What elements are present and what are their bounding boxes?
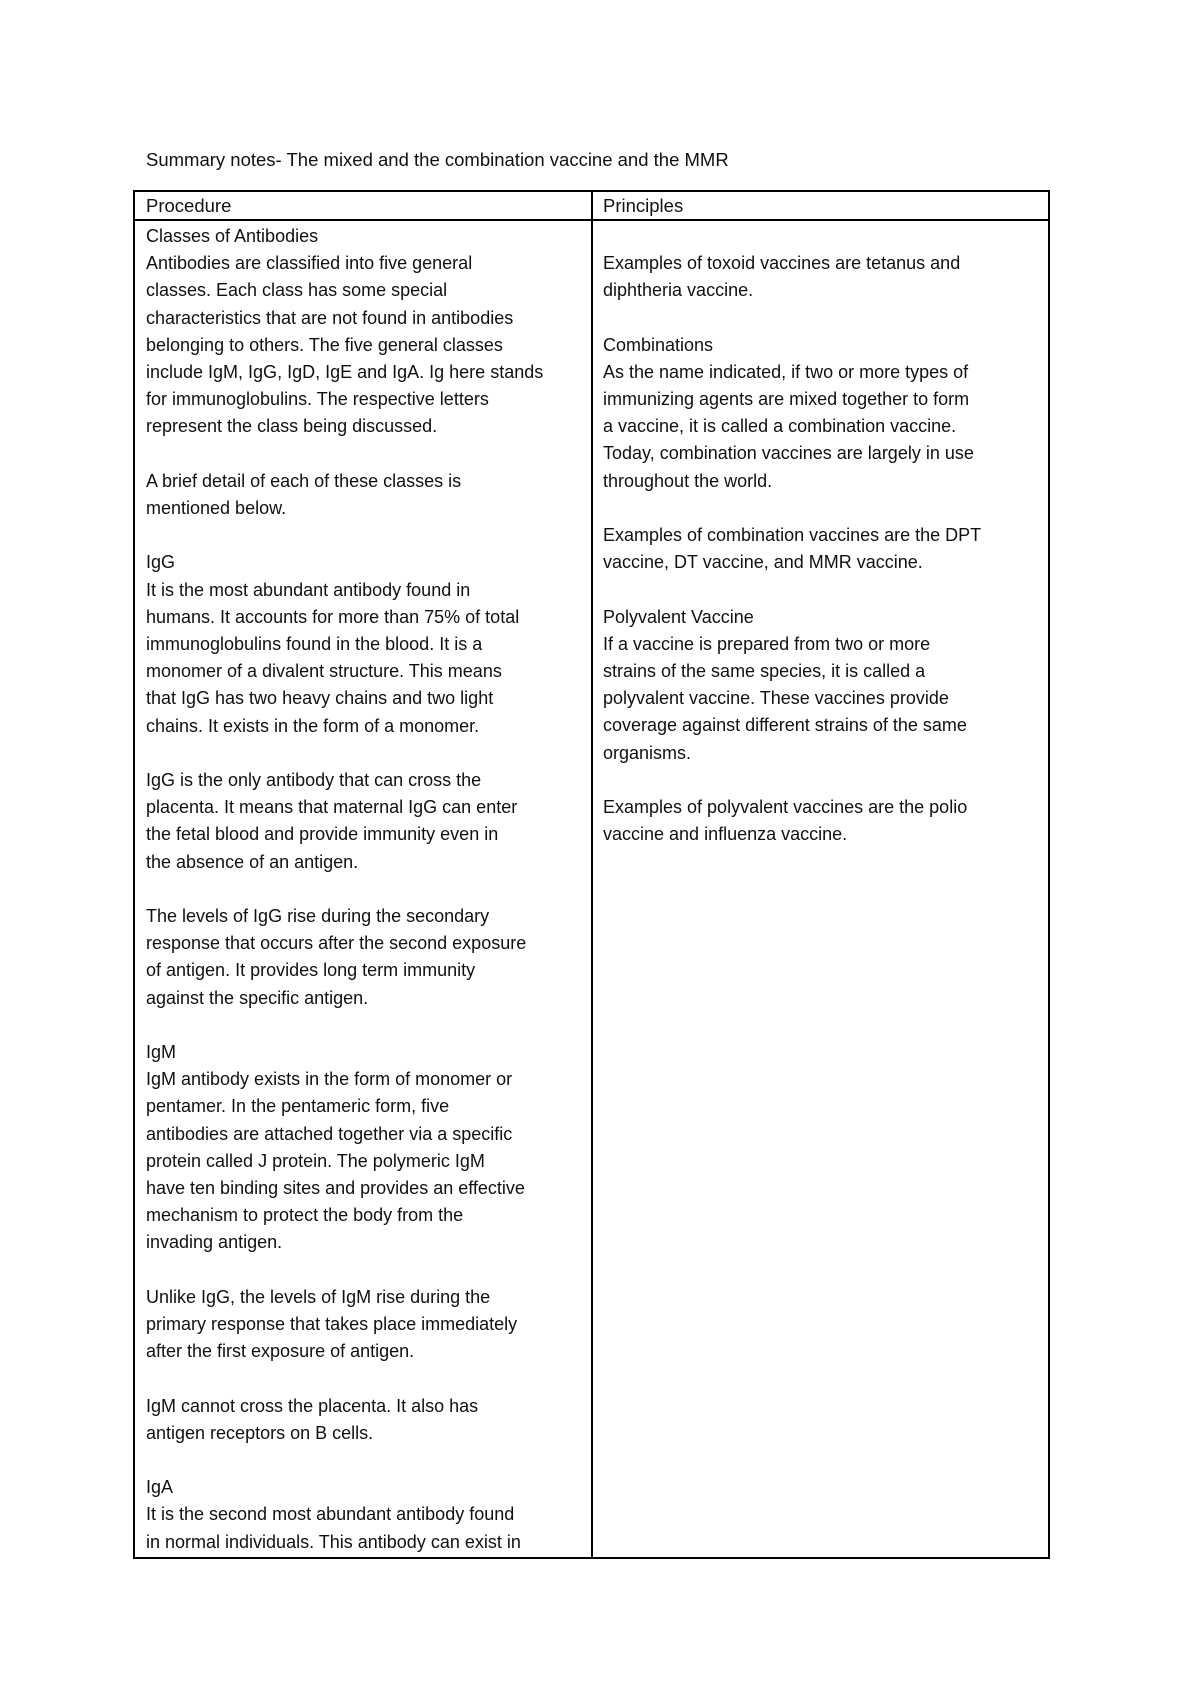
- procedure-paragraph: Antibodies are classified into five general classes. Each class has some special characteristics that are not found in antibodies belonging to others. The five general classes include IgM, IgG, IgD, IgE and IgA. Ig here stands for immunoglobulins. The respective letters represent the class being discussed.: [146, 253, 544, 437]
- procedure-paragraph: IgM cannot cross the placenta. It also has antigen receptors on B cells.: [146, 1395, 479, 1443]
- document-title: Summary notes- The mixed and the combination vaccine and the MMR: [146, 149, 729, 170]
- notes-table: [133, 190, 1050, 1559]
- principles-paragraph: Examples of combination vaccines are the DPT vaccine, DT vaccine, and MMR vaccine.: [603, 525, 982, 573]
- procedure-paragraph: IgG is the only antibody that can cross the placenta. It means that maternal IgG can enter the fetal blood and provide immunity even in the absence of an antigen.: [146, 770, 518, 872]
- procedure-paragraph: IgG It is the most abundant antibody found in humans. It accounts for more than 75% of total immunoglobulins found in the blood. It is a monomer of a divalent structure. This means that IgG has two heavy chains and two light chains. It exists in the form of a monomer.: [146, 552, 520, 736]
- principles-paragraph: Polyvalent Vaccine If a vaccine is prepared from two or more strains of the same species, it is called a polyvalent vaccine. These vaccines provide coverage against different strains of the same organisms.: [603, 606, 967, 763]
- principles-paragraph: Examples of polyvalent vaccines are the polio vaccine and influenza vaccine.: [603, 797, 968, 845]
- column-divider: [591, 192, 593, 1557]
- principles-cell: [603, 250, 1043, 848]
- section-heading: Classes of Antibodies: [146, 226, 319, 246]
- procedure-paragraph: IgA It is the second most abundant antibody found in normal individuals. This antibody can exist in: [146, 1477, 521, 1552]
- principles-paragraph: Combinations As the name indicated, if two or more types of immunizing agents are mixed together to form a vaccine, it is called a combination vaccine. Today, combination vaccines are largely in use throughout the world.: [603, 334, 974, 491]
- procedure-cell: [146, 223, 582, 1556]
- procedure-paragraph: A brief detail of each of these classes is mentioned below.: [146, 470, 462, 519]
- procedure-paragraph: IgM IgM antibody exists in the form of monomer or pentamer. In the pentameric form, five antibodies are attached together via a specific protein called J protein. The polymeric IgM have ten binding sites and provides an effective mechanism to protect the body from the invading antigen.: [146, 1042, 525, 1253]
- procedure-column-header: Procedure: [146, 195, 232, 216]
- procedure-paragraph: Unlike IgG, the levels of IgM rise during the primary response that takes place immediately after the first exposure of antigen.: [146, 1286, 518, 1362]
- principles-column-header: Principles: [603, 195, 684, 216]
- procedure-paragraph: The levels of IgG rise during the secondary response that occurs after the second exposure of antigen. It provides long term immunity against the specific antigen.: [146, 906, 527, 1008]
- principles-paragraph: Examples of toxoid vaccines are tetanus and diphtheria vaccine.: [603, 253, 961, 301]
